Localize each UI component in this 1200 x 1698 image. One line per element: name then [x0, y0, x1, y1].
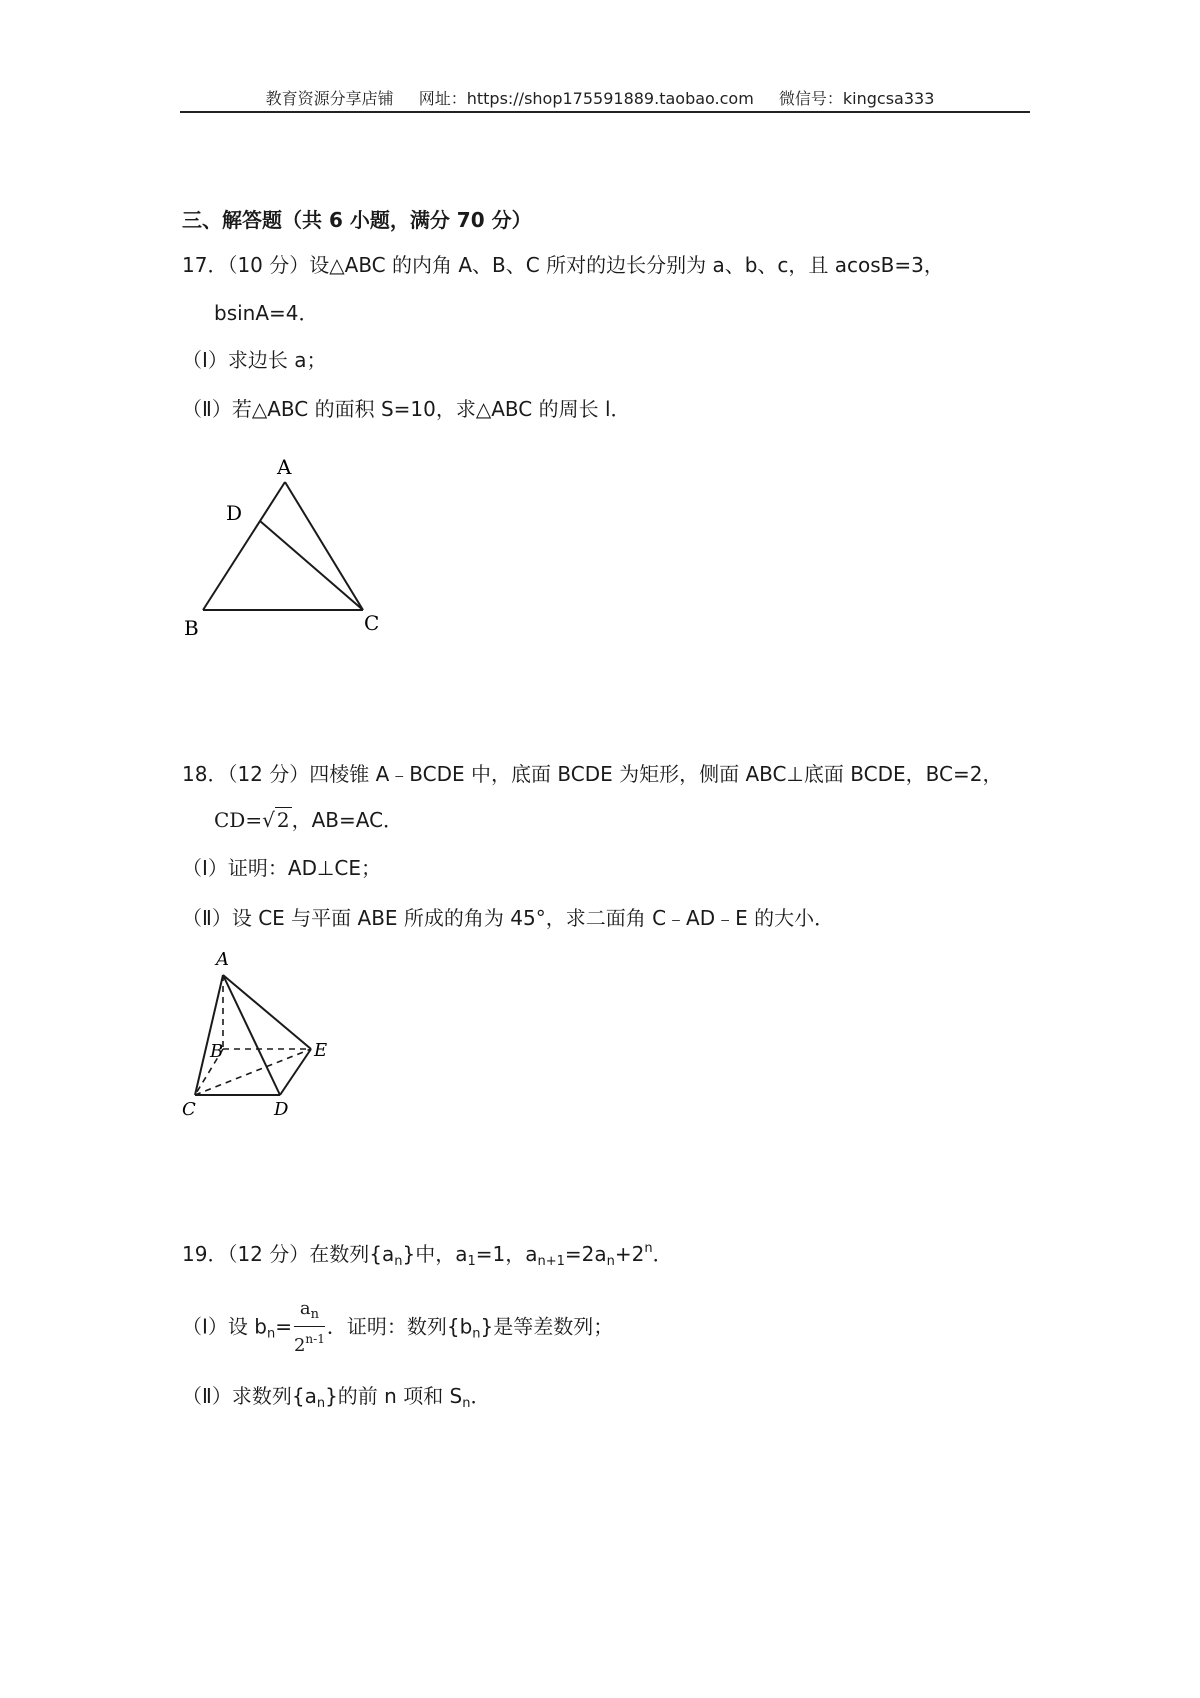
- q19-part2: [182, 1382, 491, 1418]
- q18-label-e: E: [314, 1040, 328, 1061]
- q18-line2: [214, 806, 403, 834]
- q17-line1: 17．（10 分）设△ABC 的内角 A、B、C 所对的边长分别为 a、b、c，且 acosB=3，: [182, 253, 944, 277]
- q17-label-b: B: [184, 616, 199, 640]
- q19-frac-numerator: [294, 1298, 325, 1327]
- q19-line1-mid2: =1，a: [475, 1242, 538, 1266]
- q19-frac-den-base: 2: [293, 1335, 306, 1356]
- q19-part1-suffix: ．证明：数列{b: [326, 1314, 473, 1339]
- q19-part1-end: }是等差数列；: [480, 1314, 614, 1339]
- q19-line1: [182, 1235, 673, 1276]
- q19-line1-end: ．: [652, 1242, 673, 1266]
- q17-edge-ab: [203, 482, 285, 610]
- q18-sqrt-radicand: 2: [276, 808, 290, 832]
- q19-frac-denominator: [294, 1327, 325, 1358]
- header-url: 网址：https://shop175591889.taobao.com: [418, 89, 754, 108]
- q19-part2-prefix: （Ⅱ）求数列{a: [182, 1384, 317, 1408]
- q19-line1-mid4: +2: [614, 1242, 645, 1266]
- q19-line1-sup-n: n: [644, 1241, 653, 1256]
- q19-line1-mid: }中，a: [402, 1242, 468, 1266]
- q19-part2-end: ．: [470, 1384, 491, 1408]
- q19-part2-mid: }的前 n 项和 S: [325, 1384, 463, 1408]
- q18-edge-ac: [195, 975, 223, 1095]
- header-wechat: 微信号：kingcsa333: [778, 89, 935, 108]
- q18-label-a: A: [216, 949, 229, 970]
- q18-part2: （Ⅱ）设 CE 与平面 ABE 所成的角为 45°，求二面角 C﹣AD﹣E 的大小．: [182, 906, 835, 930]
- q18-label-d: D: [274, 1099, 289, 1120]
- q19-part1-sub-n2: n: [472, 1326, 481, 1342]
- q18-line2-suffix: ，AB=AC．: [291, 808, 404, 832]
- q18-pyramid-figure: [178, 945, 358, 1120]
- q17-label-d: D: [226, 501, 243, 525]
- q17-edge-ac: [285, 482, 363, 610]
- q18-label-c: C: [182, 1099, 196, 1120]
- q19-line1-sub-n: n: [394, 1254, 403, 1269]
- q19-frac-num-sub: n: [310, 1307, 319, 1322]
- q19-line1-prefix: 19．（12 分）在数列{a: [182, 1242, 395, 1266]
- q19-frac-den-sup: n-1: [305, 1332, 325, 1346]
- q18-edge-ad: [223, 975, 280, 1095]
- q19-line1-sub-n1: n+1: [537, 1254, 565, 1269]
- q17-line2: bsinA=4．: [214, 301, 319, 325]
- q19-line1-sub-1: 1: [467, 1254, 476, 1269]
- q19-line1-mid3: =2a: [564, 1242, 607, 1266]
- q18-edge-de: [280, 1049, 311, 1095]
- q19-fraction: [294, 1298, 325, 1358]
- q19-part2-sub-n: n: [316, 1396, 326, 1411]
- q19-part2-sub-n2: n: [462, 1396, 471, 1411]
- header-divider: [180, 111, 1030, 113]
- q18-line1: 18．（12 分）四棱锥 A﹣BCDE 中，底面 BCDE 为矩形，侧面 ABC⊥底面 BCDE，BC=2，: [182, 762, 1003, 786]
- q17-label-a: A: [277, 455, 292, 479]
- q19-part1-eq: =: [275, 1314, 292, 1339]
- q18-label-b: B: [210, 1041, 224, 1062]
- q19-line1-sub-n2: n: [606, 1254, 615, 1269]
- q17-triangle-figure: [180, 450, 400, 650]
- q19-part1-sub-n: n: [266, 1326, 276, 1342]
- page-header: [0, 86, 1200, 109]
- section-title: 三、解答题（共 6 小题，满分 70 分）: [182, 208, 532, 232]
- q17-label-c: C: [364, 611, 380, 635]
- q17-segment-dc: [260, 521, 363, 610]
- header-shop-name: 教育资源分享店铺: [265, 89, 394, 108]
- q18-edge-ae: [223, 975, 311, 1049]
- q17-part2: （Ⅱ）若△ABC 的面积 S=10，求△ABC 的周长 l．: [182, 397, 631, 421]
- q19-part1-prefix: （Ⅰ）设 b: [182, 1314, 267, 1339]
- q17-part1: （Ⅰ）求边长 a；: [182, 348, 327, 372]
- q19-part1: [182, 1298, 613, 1358]
- q18-sqrt-sign: √ 2: [262, 808, 290, 832]
- q18-part1: （Ⅰ）证明：AD⊥CE；: [182, 856, 382, 880]
- q18-cd-prefix: CD=: [214, 808, 263, 832]
- q19-frac-num-base: a: [299, 1298, 311, 1319]
